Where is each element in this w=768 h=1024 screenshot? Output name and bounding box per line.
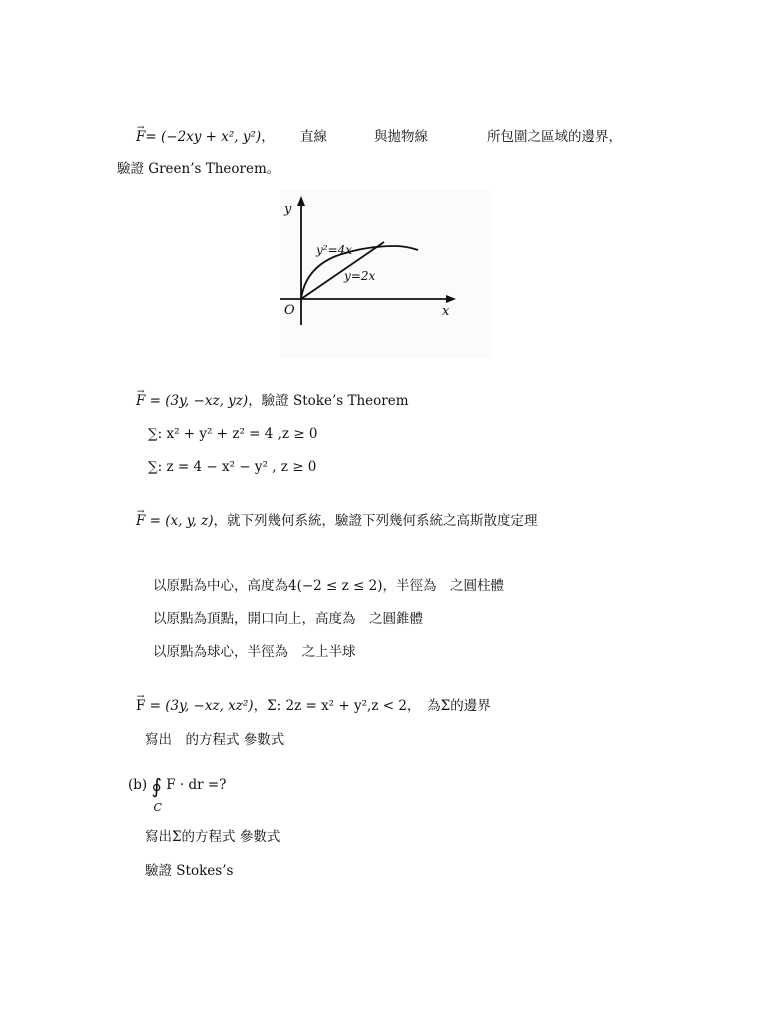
vector-f-symbol: → F: [136, 392, 145, 410]
problem1-field: (−2xy + x², y²): [160, 129, 262, 145]
graph-figure: [280, 190, 492, 358]
problem4-part-a: 寫出 的方程式 參數式: [145, 732, 285, 748]
problem3-text1: ，就下列幾何系統，驗證下列幾何系統之高斯散度定理: [213, 513, 538, 529]
equals-sign: =: [145, 129, 157, 145]
vector-f-symbol: → F: [136, 128, 145, 146]
problem4-part-b: [128, 773, 227, 814]
line-label: y=2x: [344, 269, 376, 283]
contour-subscript: C: [153, 800, 162, 814]
y-axis-arrow: [297, 196, 305, 206]
problem1-region-text: 所包圍之區域的邊界，: [487, 129, 622, 145]
graph-svg: [280, 190, 492, 358]
equals-sign: =: [149, 393, 161, 409]
problem3-field: (x, y, z): [165, 513, 214, 529]
problem3-line1: [136, 512, 538, 530]
problem3-item-a: 以原點為中心，高度為4(−2 ≤ z ≤ 2)，半徑為 之圓柱體: [153, 578, 505, 594]
problem2-field: (3y, −xz, yz): [165, 393, 249, 409]
problem1-parabola-text: 與拋物線: [374, 129, 428, 145]
parabola-label: y²=4x: [316, 243, 353, 257]
problem1-text1: ，: [261, 129, 275, 145]
equals-sign: =: [149, 698, 161, 714]
problem4-field: (3y, −xz, xz²): [165, 698, 254, 714]
problem1-line-text: 直線: [300, 129, 327, 145]
vector-f-symbol: → F: [136, 697, 145, 715]
problem4-line1: [136, 697, 491, 715]
part-b-integral: F · dr =?: [166, 777, 227, 793]
problem3-item-b: 以原點為頂點，開口向上，高度為 之圓錐體: [153, 611, 423, 627]
problem1-verify-text: 驗證 Green’s Theorem。: [117, 161, 281, 177]
problem4-text1: ，Σ: 2z = x² + y²,z < 2， 為Σ的邊界: [253, 698, 491, 714]
origin-label: O: [284, 303, 295, 318]
vector-f-symbol: → F: [136, 512, 145, 530]
contour-integral-icon: ∮ C: [151, 777, 161, 795]
problem2-surface-b: ∑: z = 4 − x² − y² , z ≥ 0: [148, 459, 317, 475]
problem1-line1: [136, 128, 275, 146]
problem4-part-d: 驗證 Stokes’s: [145, 863, 234, 879]
problem3-item-c: 以原點為球心，半徑為 之上半球: [153, 644, 356, 660]
problem2-surface-a: ∑: x² + y² + z² = 4 ,z ≥ 0: [148, 426, 318, 442]
x-axis-arrow: [446, 295, 456, 303]
problem4-part-c: 寫出Σ的方程式 參數式: [145, 829, 281, 845]
equals-sign: =: [149, 513, 161, 529]
problem2-line1: [136, 392, 409, 410]
problem2-text1: ，驗證 Stoke’s Theorem: [248, 393, 409, 409]
y-axis-label: y: [284, 202, 292, 217]
part-b-label: (b): [128, 777, 148, 793]
x-axis-label: x: [442, 304, 450, 319]
